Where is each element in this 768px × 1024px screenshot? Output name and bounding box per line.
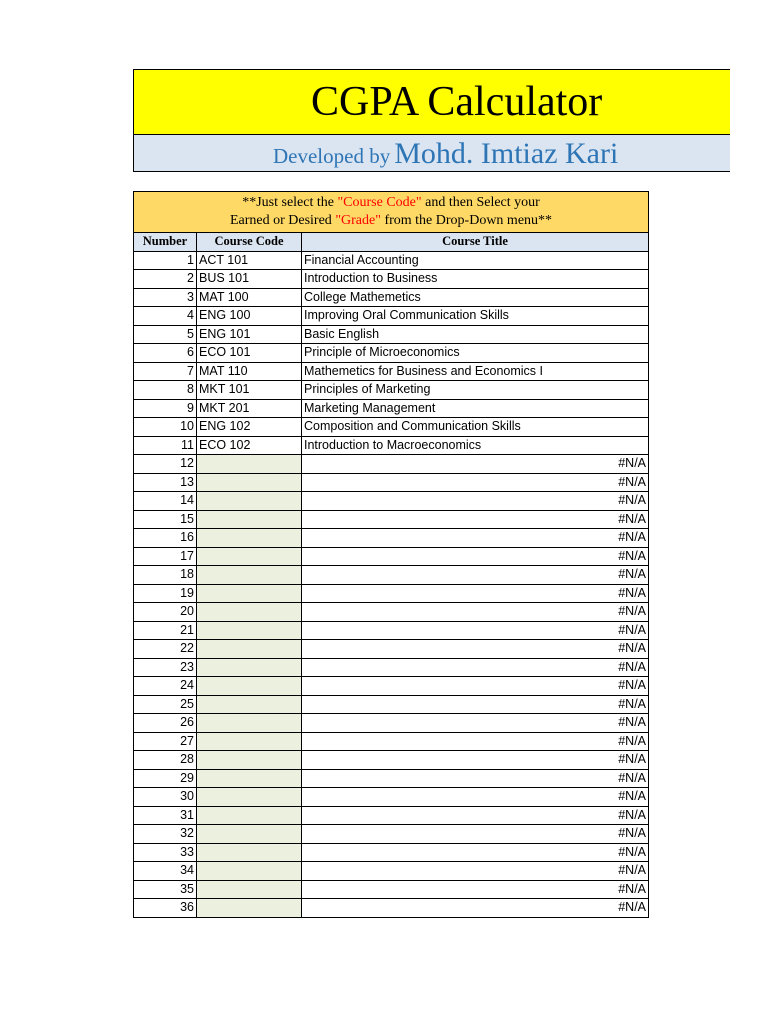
row-number: 31 — [134, 806, 197, 825]
course-code-select[interactable] — [197, 880, 302, 899]
course-title-cell: #N/A — [302, 825, 649, 844]
row-number: 35 — [134, 880, 197, 899]
course-title-cell: #N/A — [302, 806, 649, 825]
table-row — [134, 399, 649, 418]
row-number: 25 — [134, 695, 197, 714]
course-title-cell: #N/A — [302, 529, 649, 548]
row-number: 29 — [134, 769, 197, 788]
table-row — [134, 307, 649, 326]
course-title-cell: Composition and Communication Skills — [302, 418, 649, 437]
course-title-cell: #N/A — [302, 473, 649, 492]
instruction-row — [134, 192, 649, 233]
table-row — [134, 714, 649, 733]
row-number: 18 — [134, 566, 197, 585]
course-code-select[interactable] — [197, 473, 302, 492]
course-title-cell: #N/A — [302, 510, 649, 529]
course-title-cell: Principle of Microeconomics — [302, 344, 649, 363]
developed-by-label: Developed by — [273, 144, 391, 168]
row-number: 4 — [134, 307, 197, 326]
table-row — [134, 899, 649, 918]
row-number: 22 — [134, 640, 197, 659]
course-title-cell: #N/A — [302, 677, 649, 696]
row-number: 9 — [134, 399, 197, 418]
course-title-cell: #N/A — [302, 584, 649, 603]
row-number: 3 — [134, 288, 197, 307]
course-code-select[interactable]: MKT 201 — [197, 399, 302, 418]
note-text-4: from the Drop-Down menu** — [380, 213, 553, 228]
course-code-select[interactable] — [197, 751, 302, 770]
table-row — [134, 677, 649, 696]
note-text-1: **Just select the — [242, 195, 338, 210]
row-number: 23 — [134, 658, 197, 677]
row-number: 6 — [134, 344, 197, 363]
course-code-select[interactable] — [197, 529, 302, 548]
instruction-note — [134, 192, 649, 233]
row-number: 21 — [134, 621, 197, 640]
course-code-select[interactable]: BUS 101 — [197, 270, 302, 289]
course-code-select[interactable] — [197, 788, 302, 807]
developer-credit — [273, 137, 618, 171]
column-header-course-code: Course Code — [197, 233, 302, 252]
course-title-cell: College Mathemetics — [302, 288, 649, 307]
course-title-cell: #N/A — [302, 640, 649, 659]
course-title-cell: #N/A — [302, 492, 649, 511]
table-row — [134, 270, 649, 289]
row-number: 33 — [134, 843, 197, 862]
course-code-select[interactable] — [197, 732, 302, 751]
title-clip — [133, 69, 647, 135]
table-row — [134, 325, 649, 344]
row-number: 15 — [134, 510, 197, 529]
course-code-select[interactable]: ACT 101 — [197, 251, 302, 270]
table-row — [134, 584, 649, 603]
course-code-select[interactable] — [197, 862, 302, 881]
table-row — [134, 344, 649, 363]
row-number: 13 — [134, 473, 197, 492]
course-title-cell: Improving Oral Communication Skills — [302, 307, 649, 326]
row-number: 5 — [134, 325, 197, 344]
course-code-select[interactable] — [197, 769, 302, 788]
course-code-select[interactable]: MKT 101 — [197, 381, 302, 400]
course-code-select[interactable] — [197, 584, 302, 603]
course-title-cell: #N/A — [302, 621, 649, 640]
table-row — [134, 862, 649, 881]
course-title-cell: #N/A — [302, 603, 649, 622]
row-number: 8 — [134, 381, 197, 400]
course-code-select[interactable] — [197, 492, 302, 511]
note-text-2: and then Select your — [421, 195, 540, 210]
course-title-cell: #N/A — [302, 751, 649, 770]
table-row — [134, 732, 649, 751]
row-number: 10 — [134, 418, 197, 437]
developer-name: Mohd. Imtiaz Kari — [394, 137, 619, 170]
table-row — [134, 843, 649, 862]
note-grade-highlight: "Grade" — [335, 213, 381, 228]
course-title-cell: #N/A — [302, 880, 649, 899]
course-code-select[interactable] — [197, 806, 302, 825]
course-code-select[interactable] — [197, 695, 302, 714]
course-code-select[interactable]: ENG 101 — [197, 325, 302, 344]
course-code-select[interactable] — [197, 640, 302, 659]
table-row — [134, 455, 649, 474]
table-row — [134, 418, 649, 437]
course-code-select[interactable] — [197, 714, 302, 733]
course-code-select[interactable] — [197, 603, 302, 622]
row-number: 32 — [134, 825, 197, 844]
table-row — [134, 658, 649, 677]
course-title-cell: #N/A — [302, 566, 649, 585]
note-course-code-highlight: "Course Code" — [337, 195, 422, 210]
course-title-cell: Financial Accounting — [302, 251, 649, 270]
course-code-select[interactable] — [197, 455, 302, 474]
course-title-cell: #N/A — [302, 769, 649, 788]
table-row — [134, 566, 649, 585]
course-code-select[interactable] — [197, 658, 302, 677]
row-number: 24 — [134, 677, 197, 696]
course-table — [133, 191, 649, 918]
course-code-select[interactable] — [197, 899, 302, 918]
course-title-cell: #N/A — [302, 714, 649, 733]
row-number: 28 — [134, 751, 197, 770]
course-code-select[interactable]: ENG 102 — [197, 418, 302, 437]
table-row — [134, 640, 649, 659]
table-row — [134, 251, 649, 270]
table-row — [134, 529, 649, 548]
table-row — [134, 806, 649, 825]
row-number: 20 — [134, 603, 197, 622]
course-title-cell: #N/A — [302, 695, 649, 714]
table-row — [134, 473, 649, 492]
row-number: 34 — [134, 862, 197, 881]
table-row — [134, 547, 649, 566]
table-row — [134, 362, 649, 381]
course-code-select[interactable] — [197, 677, 302, 696]
course-code-select[interactable] — [197, 547, 302, 566]
course-code-select[interactable]: ECO 102 — [197, 436, 302, 455]
course-code-select[interactable]: MAT 100 — [197, 288, 302, 307]
course-title-cell: Introduction to Business — [302, 270, 649, 289]
row-number: 12 — [134, 455, 197, 474]
page-title: CGPA Calculator — [311, 79, 603, 125]
course-title-cell: #N/A — [302, 658, 649, 677]
course-title-cell: Basic English — [302, 325, 649, 344]
table-row — [134, 436, 649, 455]
table-row — [134, 492, 649, 511]
row-number: 16 — [134, 529, 197, 548]
table-row — [134, 695, 649, 714]
header-row — [134, 233, 649, 252]
table-row — [134, 288, 649, 307]
row-number: 1 — [134, 251, 197, 270]
course-code-select[interactable] — [197, 621, 302, 640]
column-header-course-title: Course Title — [302, 233, 649, 252]
table-row — [134, 751, 649, 770]
course-title-cell: #N/A — [302, 899, 649, 918]
table-row — [134, 510, 649, 529]
course-code-select[interactable]: ENG 100 — [197, 307, 302, 326]
course-title-cell: Introduction to Macroeconomics — [302, 436, 649, 455]
developer-clip — [133, 135, 647, 172]
row-number: 11 — [134, 436, 197, 455]
row-number: 2 — [134, 270, 197, 289]
note-text-3: Earned or Desired — [229, 213, 336, 228]
table-row — [134, 769, 649, 788]
course-title-cell: #N/A — [302, 547, 649, 566]
row-number: 27 — [134, 732, 197, 751]
course-code-select[interactable] — [197, 843, 302, 862]
row-number: 36 — [134, 899, 197, 918]
course-code-select[interactable] — [197, 510, 302, 529]
row-number: 30 — [134, 788, 197, 807]
course-title-cell: #N/A — [302, 843, 649, 862]
course-title-cell: Mathemetics for Business and Economics I — [302, 362, 649, 381]
table-row — [134, 621, 649, 640]
column-header-number: Number — [134, 233, 197, 252]
table-row — [134, 788, 649, 807]
course-title-cell: #N/A — [302, 788, 649, 807]
table-row — [134, 825, 649, 844]
table-row — [134, 381, 649, 400]
row-number: 17 — [134, 547, 197, 566]
course-title-cell: #N/A — [302, 732, 649, 751]
course-code-select[interactable] — [197, 825, 302, 844]
table-row — [134, 880, 649, 899]
course-code-select[interactable]: ECO 101 — [197, 344, 302, 363]
row-number: 14 — [134, 492, 197, 511]
course-title-cell: Principles of Marketing — [302, 381, 649, 400]
course-title-cell: #N/A — [302, 455, 649, 474]
row-number: 7 — [134, 362, 197, 381]
course-title-cell: #N/A — [302, 862, 649, 881]
table-row — [134, 603, 649, 622]
course-code-select[interactable]: MAT 110 — [197, 362, 302, 381]
course-code-select[interactable] — [197, 566, 302, 585]
row-number: 19 — [134, 584, 197, 603]
row-number: 26 — [134, 714, 197, 733]
course-title-cell: Marketing Management — [302, 399, 649, 418]
